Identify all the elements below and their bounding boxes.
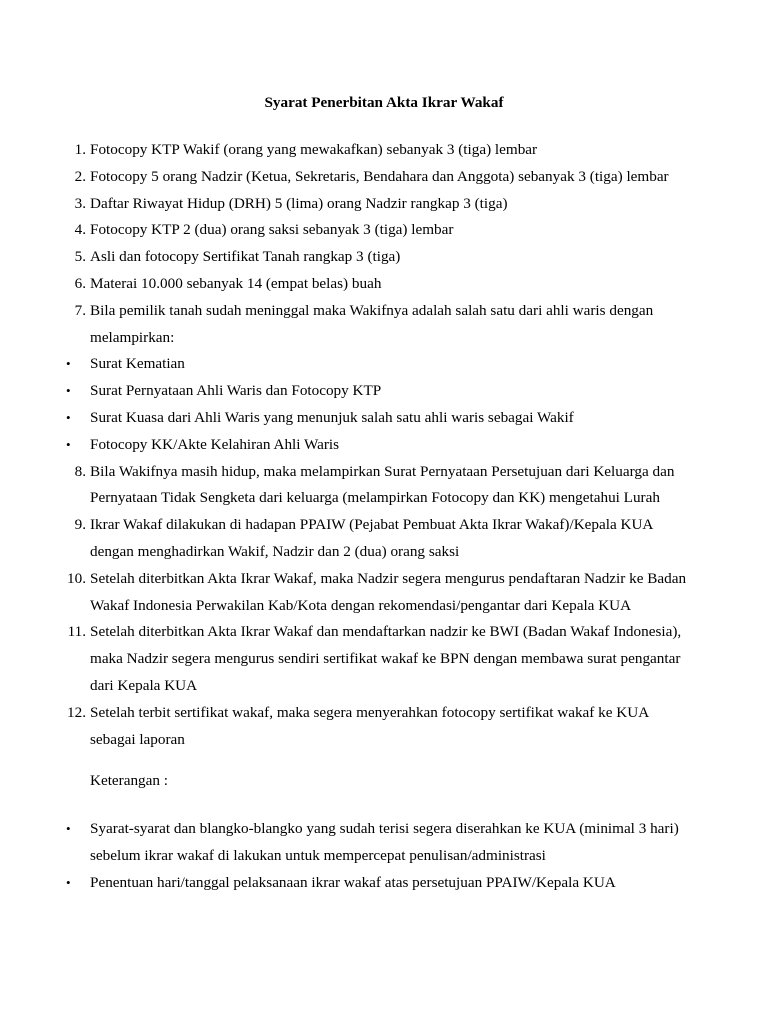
item-text: Setelah terbit sertifikat wakaf, maka segera menyerahkan fotocopy sertifikat wakaf ke KUA sebagai laporan	[90, 703, 649, 748]
numbered-item	[0, 566, 690, 620]
numbered-item	[0, 271, 690, 298]
item-number: 2.	[74, 167, 86, 185]
item-number: 11.	[67, 623, 86, 641]
numbered-item	[0, 191, 690, 218]
item-number: 4.	[74, 221, 86, 239]
note-item	[0, 816, 690, 870]
item-text: Bila pemilik tanah sudah meninggal maka Wakifnya adalah salah satu dari ahli waris dengan melampirkan:	[90, 301, 654, 346]
item-text: Ikrar Wakaf dilakukan di hadapan PPAIW (Pejabat Pembuat Akta Ikrar Wakaf)/Kepala KUA dengan menghadirkan Wakif, Nadzir dan 2 (dua) orang saksi	[90, 516, 653, 560]
numbered-item	[0, 137, 690, 164]
item-text: Penentuan hari/tanggal pelaksanaan ikrar wakaf atas persetujuan PPAIW/Kepala KUA	[90, 873, 616, 891]
item-number: 6.	[74, 274, 86, 292]
numbered-item	[0, 459, 690, 513]
numbered-item	[0, 217, 690, 244]
item-text: Surat Kematian	[90, 355, 185, 373]
bullet-marker: •	[66, 356, 71, 372]
item-text: Fotocopy 5 orang Nadzir (Ketua, Sekretaris, Bendahara dan Anggota) sebanyak 3 (tiga) lembar	[90, 167, 669, 185]
item-number: 8.	[74, 462, 86, 480]
item-text: Syarat-syarat dan blangko-blangko yang sudah terisi segera diserahkan ke KUA (minimal 3 hari) sebelum ikrar wakaf di lakukan untuk mempercepat penulisan/administrasi	[90, 820, 679, 864]
note-item	[0, 870, 690, 897]
bullet-item	[0, 351, 690, 378]
item-text: Asli dan fotocopy Sertifikat Tanah rangkap 3 (tiga)	[90, 248, 401, 266]
bullet-marker: •	[66, 409, 71, 425]
item-number: 3.	[74, 194, 86, 212]
document-title: Syarat Penerbitan Akta Ikrar Wakaf	[264, 94, 504, 111]
item-text: Surat Pernyataan Ahli Waris dan Fotocopy KTP	[90, 382, 382, 400]
item-text: Setelah diterbitkan Akta Ikrar Wakaf, maka Nadzir segera mengurus pendaftaran Nadzir ke Badan Wakaf Indonesia Perwakilan Kab/Kota dengan rekomendasi/pengantar dari Kepala KUA	[90, 569, 687, 614]
item-number: 7.	[74, 301, 86, 319]
note-label: Keterangan :	[90, 772, 169, 789]
item-text: Materai 10.000 sebanyak 14 (empat belas) buah	[90, 274, 382, 292]
item-text: Fotocopy KK/Akte Kelahiran Ahli Waris	[90, 435, 340, 453]
bullet-marker: •	[66, 821, 71, 836]
numbered-item	[0, 244, 690, 271]
item-text: Daftar Riwayat Hidup (DRH) 5 (lima) orang Nadzir rangkap 3 (tiga)	[90, 194, 508, 212]
notes-list	[0, 816, 768, 896]
numbered-item	[0, 164, 690, 191]
numbered-item	[0, 700, 690, 754]
item-text: Fotocopy KTP 2 (dua) orang saksi sebanyak 3 (tiga) lembar	[90, 221, 454, 239]
item-number: 5.	[74, 248, 86, 266]
item-text: Fotocopy KTP Wakif (orang yang mewakafkan) sebanyak 3 (tiga) lembar	[90, 141, 538, 158]
numbered-item	[0, 298, 690, 352]
requirements-list	[0, 137, 768, 753]
item-text: Setelah diterbitkan Akta Ikrar Wakaf dan mendaftarkan nadzir ke BWI (Badan Wakaf Indonesia), maka Nadzir segera mengurus sendiri sertifikat wakaf ke BPN dengan membawa surat pengantar dari Kepala KUA	[90, 623, 682, 694]
bullet-marker: •	[66, 436, 71, 452]
bullet-item	[0, 378, 690, 405]
item-text: Bila Wakifnya masih hidup, maka melampirkan Surat Pernyataan Persetujuan dari Keluarga dan Pernyataan Tidak Sengketa dari keluarga (melampirkan Fotocopy dan KK) mengetahui Lurah	[90, 462, 675, 507]
bullet-marker: •	[66, 874, 71, 890]
item-number: 10.	[67, 569, 86, 587]
bullet-item	[0, 432, 690, 459]
item-text: Surat Kuasa dari Ahli Waris yang menunjuk salah satu ahli waris sebagai Wakif	[90, 408, 574, 426]
item-number: 12.	[67, 703, 86, 721]
numbered-item	[0, 619, 690, 699]
item-number: 1.	[74, 141, 86, 158]
numbered-item	[0, 512, 690, 566]
item-number: 9.	[74, 516, 86, 534]
bullet-item	[0, 405, 690, 432]
bullet-marker: •	[66, 383, 71, 399]
